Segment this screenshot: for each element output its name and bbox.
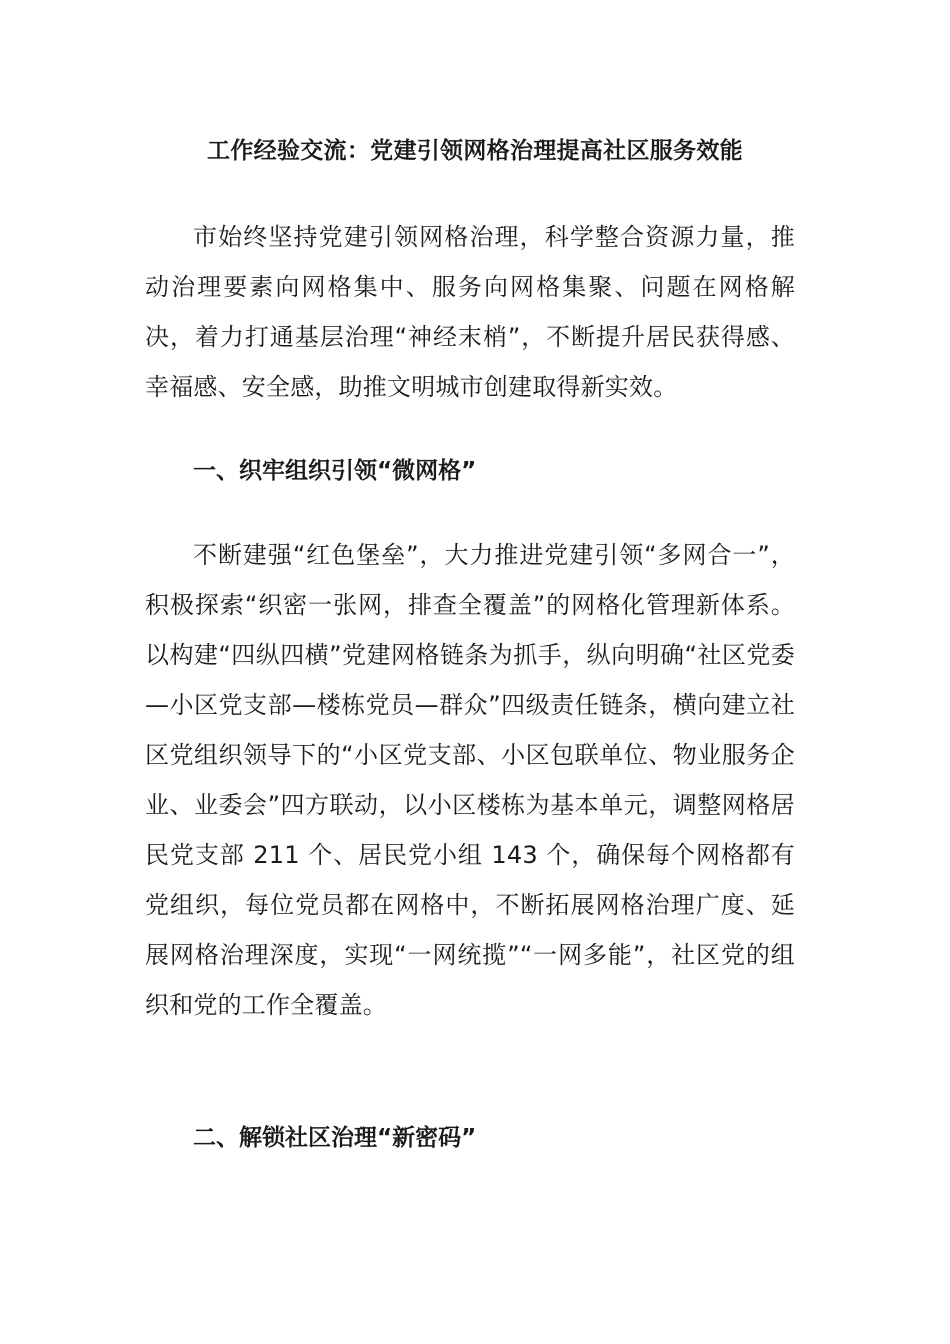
section-body-1: 不断建强“红色堡垒”，大力推进党建引领“多网合一”，积极探索“织密一张网，排查全覆盖”的网格化管理新体系。以构建“四纵四横”党建网格链条为抓手，纵向明确“社区党委—小区党支部—楼栋党员—群众”四级责任链条，横向建立社区党组织领导下的“小区党支部、小区包联单位、物业服务企业、业委会”四方联动，以小区楼栋为基本单元，调整网格居民党支部 211 个、居民党小组 143 个，确保每个网格都有党组织，每位党员都在网格中，不断拓展网格治理广度、延展网格治理深度，实现“一网统揽”“一网多能”，社区党的组织和党的工作全覆盖。: [145, 541, 795, 1019]
intro-paragraph: 市始终坚持党建引领网格治理，科学整合资源力量，推动治理要素向网格集中、服务向网格集聚、问题在网格解决，着力打通基层治理“神经末梢”，不断提升居民获得感、幸福感、安全感，助推文明城市创建取得新实效。: [145, 223, 795, 401]
section-heading-2: 二、解锁社区治理“新密码”: [193, 1125, 477, 1151]
section-heading-1: 一、织牢组织引领“微网格”: [193, 458, 477, 484]
document-title: 工作经验交流：党建引领网格治理提高社区服务效能: [207, 138, 743, 164]
